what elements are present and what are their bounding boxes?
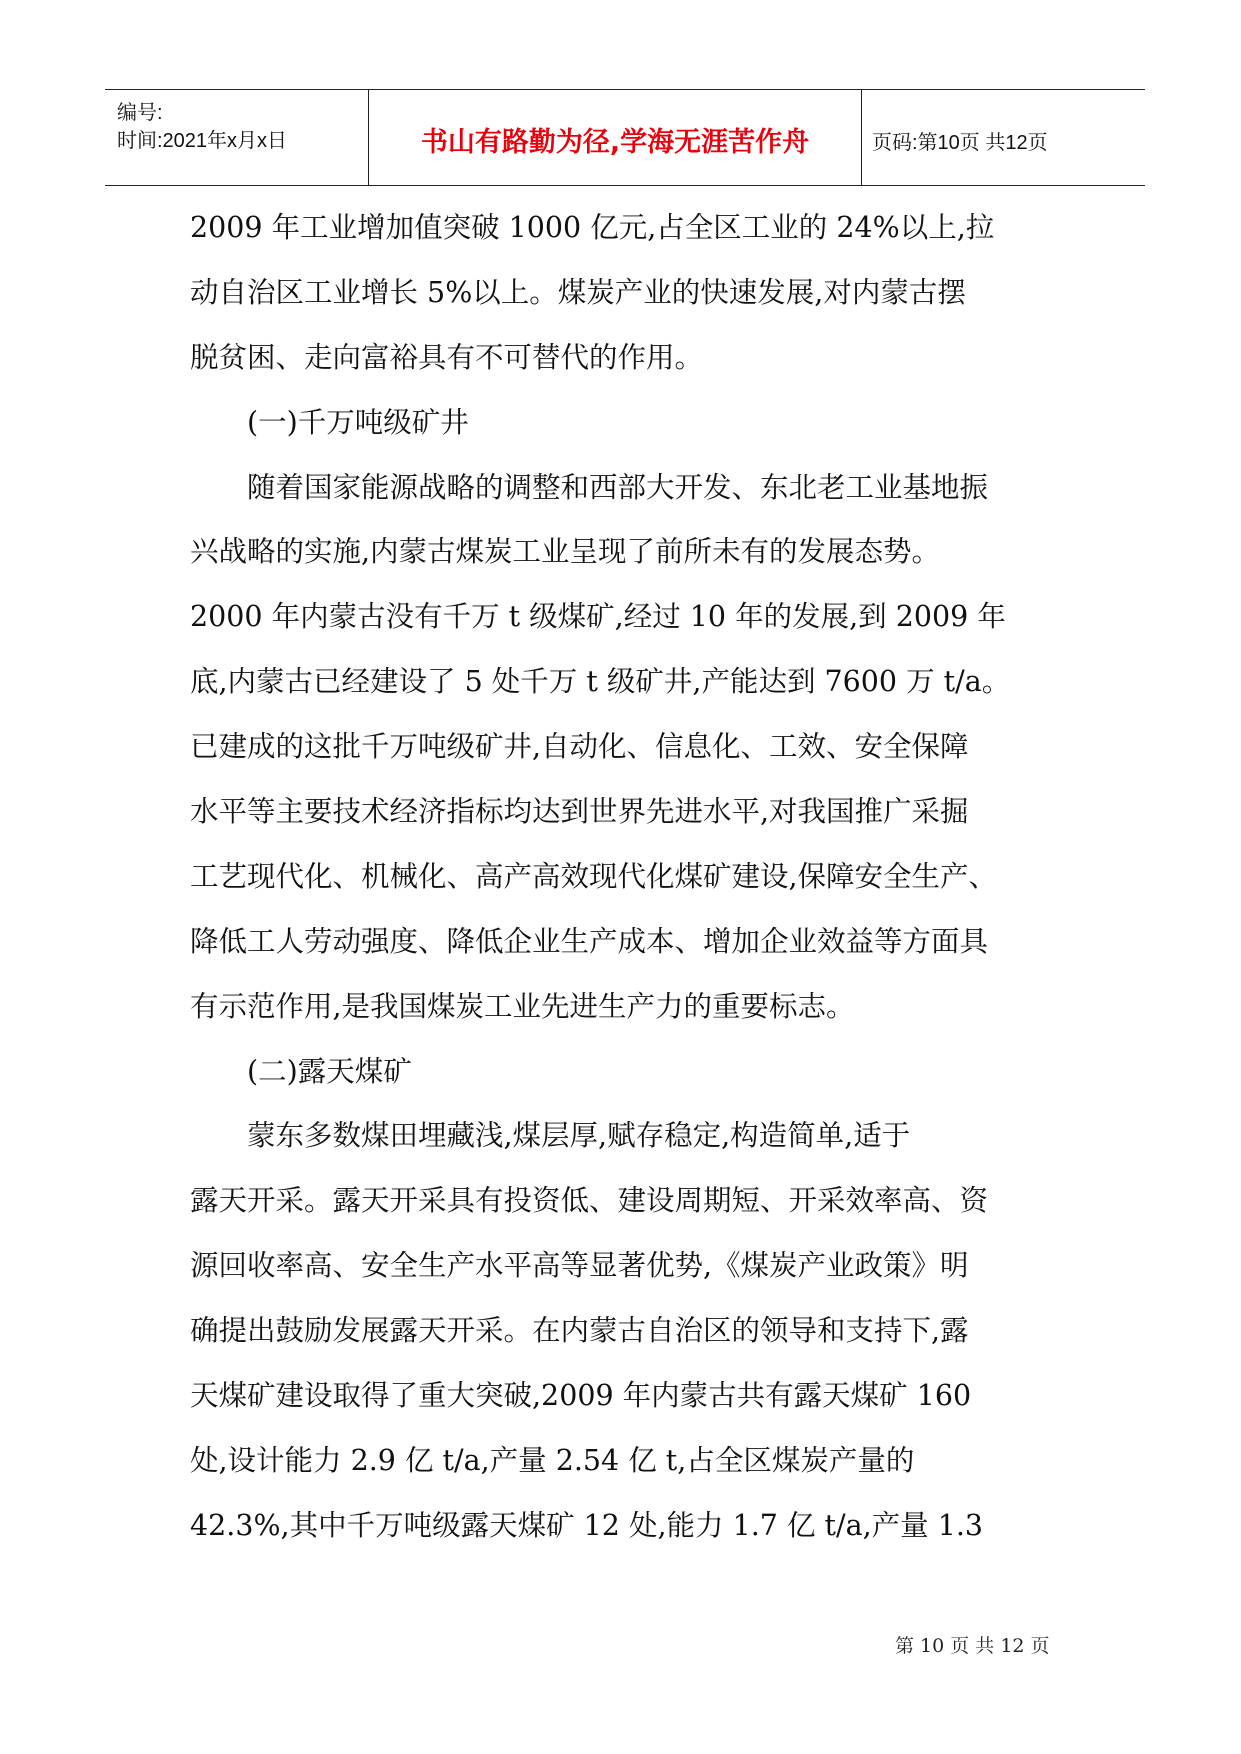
body-line: 天煤矿建设取得了重大突破,2009 年内蒙古共有露天煤矿 160	[190, 1379, 972, 1413]
document-time-label: 时间:2021年x月x日	[117, 130, 288, 152]
body-line: 蒙东多数煤田埋藏浅,煤层厚,赋存稳定,构造简单,适于	[247, 1119, 911, 1153]
body-line: 已建成的这批千万吨级矿井,自动化、信息化、工效、安全保障	[190, 730, 969, 764]
page-footer: 第 10 页 共 12 页	[895, 1635, 1050, 1657]
header-right-cell	[862, 90, 1145, 185]
header-motto: 书山有路勤为径,学海无涯苦作舟	[420, 127, 810, 158]
body-line: 有示范作用,是我国煤炭工业先进生产力的重要标志。	[190, 989, 855, 1023]
section-heading-2: (二)露天煤矿	[247, 1054, 412, 1088]
body-line: 露天开采。露天开采具有投资低、建设周期短、开采效率高、资	[190, 1184, 989, 1218]
body-line: 工艺现代化、机械化、高产高效现代化煤矿建设,保障安全生产、	[190, 859, 998, 893]
body-line: 确提出鼓励发展露天开采。在内蒙古自治区的领导和支持下,露	[190, 1314, 969, 1348]
body-line: 2000 年内蒙古没有千万 t 级煤矿,经过 10 年的发展,到 2009 年	[190, 600, 1006, 634]
body-line: 底,内蒙古已经建设了 5 处千万 t 级矿井,产能达到 7600 万 t/a。	[190, 665, 1011, 699]
body-line: 处,设计能力 2.9 亿 t/a,产量 2.54 亿 t,占全区煤炭产量的	[190, 1443, 915, 1477]
body-line: 脱贫困、走向富裕具有不可替代的作用。	[190, 340, 704, 374]
body-line: 水平等主要技术经济指标均达到世界先进水平,对我国推广采掘	[190, 795, 969, 829]
body-line: 降低工人劳动强度、降低企业生产成本、增加企业效益等方面具	[190, 924, 989, 958]
header-left-cell	[117, 90, 363, 185]
body-line: 2009 年工业增加值突破 1000 亿元,占全区工业的 24%以上,拉	[190, 211, 995, 244]
header-page-code: 页码:第10页 共12页	[872, 132, 1048, 154]
body-line: 兴战略的实施,内蒙古煤炭工业呈现了前所未有的发展态势。	[190, 535, 941, 569]
body-line: 42.3%,其中千万吨级露天煤矿 12 处,能力 1.7 亿 t/a,产量 1.3	[190, 1508, 984, 1542]
document-number-label: 编号:	[117, 102, 163, 124]
header-middle-cell	[368, 90, 862, 185]
section-heading-1: (一)千万吨级矿井	[247, 405, 469, 439]
body-line: 随着国家能源战略的调整和西部大开发、东北老工业基地振	[247, 470, 989, 504]
document-header	[105, 89, 1145, 186]
body-line: 动自治区工业增长 5%以上。煤炭产业的快速发展,对内蒙古摆	[190, 275, 966, 309]
document-body	[190, 196, 1055, 1559]
body-line: 源回收率高、安全生产水平高等显著优势,《煤炭产业政策》明	[190, 1249, 969, 1283]
